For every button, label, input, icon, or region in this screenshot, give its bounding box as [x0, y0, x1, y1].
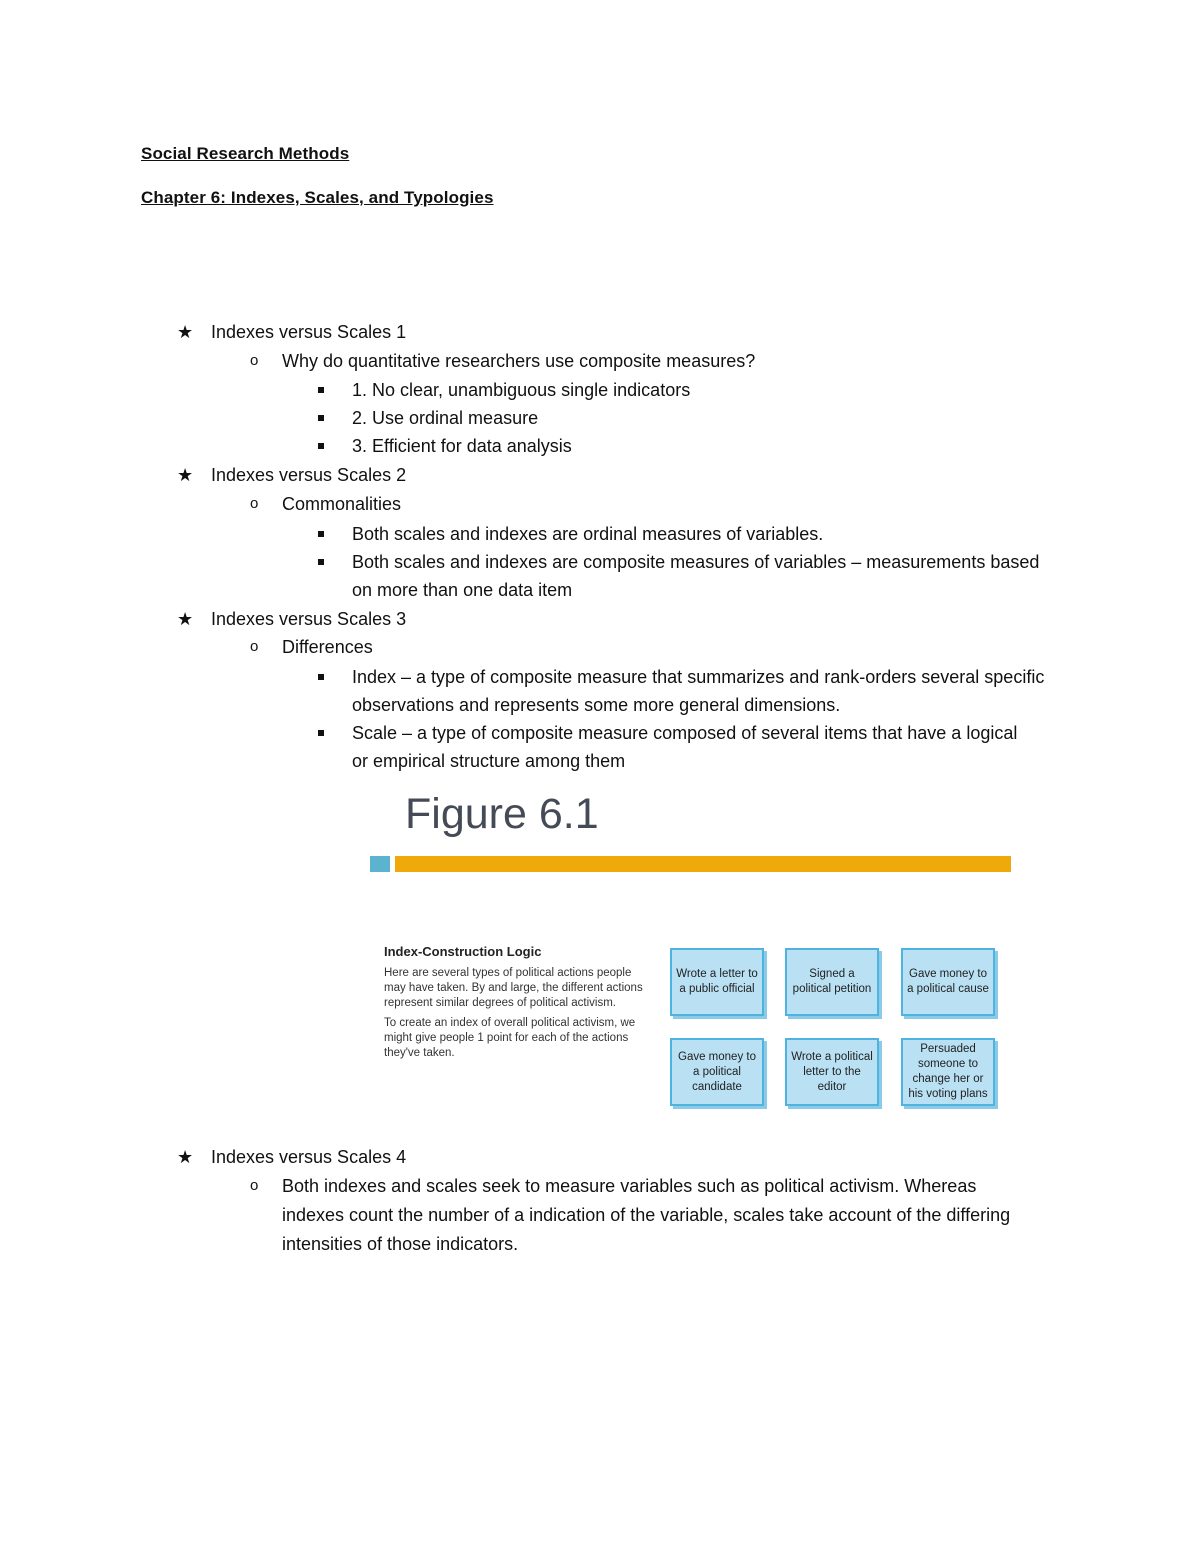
section-3-sub: Differences	[282, 637, 373, 657]
figure-title: Figure 6.1	[405, 790, 599, 838]
figure-box: Persuaded someone to change her or his voting plans	[901, 1038, 995, 1106]
circle-bullet-icon: o	[250, 1177, 259, 1194]
figure-subtitle: Index-Construction Logic	[384, 944, 542, 959]
section-3-bullet-1: Index – a type of composite measure that summarizes and rank-orders several specific observations and represents some more general dimensions.	[352, 667, 1045, 715]
chapter-title: Chapter 6: Indexes, Scales, and Typologies	[141, 188, 494, 207]
section-1-sub: Why do quantitative researchers use composite measures?	[282, 351, 756, 371]
figure-box: Wrote a letter to a public official	[670, 948, 764, 1016]
star-bullet-icon: ★	[177, 1147, 194, 1167]
square-bullet-icon	[318, 415, 324, 421]
section-3-bullet-2: Scale – a type of composite measure composed of several items that have a logical or empirical structure among them	[352, 723, 1018, 771]
course-title: Social Research Methods	[141, 144, 350, 163]
star-bullet-icon: ★	[177, 465, 194, 485]
figure-accent-bar	[395, 856, 1011, 872]
section-4-title: Indexes versus Scales 4	[211, 1147, 407, 1167]
star-bullet-icon: ★	[177, 609, 194, 629]
section-2-sub: Commonalities	[282, 494, 402, 514]
figure-paragraph-2: To create an index of overall political activism, we might give people 1 point for each of the actions they've taken.	[384, 1017, 636, 1059]
star-bullet-icon: ★	[177, 322, 194, 342]
figure-box: Wrote a political letter to the editor	[785, 1038, 879, 1106]
square-bullet-icon	[318, 531, 324, 537]
figure-accent-square	[370, 856, 390, 872]
section-1-bullet-1: 1. No clear, unambiguous single indicators	[352, 380, 691, 400]
section-3-title: Indexes versus Scales 3	[211, 609, 407, 629]
square-bullet-icon	[318, 387, 324, 393]
section-1-bullet-2: 2. Use ordinal measure	[352, 408, 539, 428]
section-1-title: Indexes versus Scales 1	[211, 322, 407, 342]
square-bullet-icon	[318, 730, 324, 736]
section-1-bullet-3: 3. Efficient for data analysis	[352, 436, 572, 456]
section-2-title: Indexes versus Scales 2	[211, 465, 407, 485]
square-bullet-icon	[318, 559, 324, 565]
section-2-bullet-2: Both scales and indexes are composite measures of variables – measurements based on more than one data item	[352, 552, 1040, 600]
section-2-bullet-1: Both scales and indexes are ordinal measures of variables.	[352, 524, 824, 544]
circle-bullet-icon: o	[250, 352, 259, 369]
figure-box: Gave money to a political cause	[901, 948, 995, 1016]
figure-box: Gave money to a political candidate	[670, 1038, 764, 1106]
figure-paragraph-1: Here are several types of political actions people may have taken. By and large, the different actions represent similar degrees of political activism.	[384, 967, 643, 1009]
square-bullet-icon	[318, 674, 324, 680]
circle-bullet-icon: o	[250, 495, 259, 512]
figure-box: Signed a political petition	[785, 948, 879, 1016]
square-bullet-icon	[318, 443, 324, 449]
section-4-sub: Both indexes and scales seek to measure variables such as political activism. Whereas indexes count the number of a indication of the variable, scales take account of the differing intensities of those indicators.	[282, 1176, 1011, 1254]
circle-bullet-icon: o	[250, 638, 259, 655]
